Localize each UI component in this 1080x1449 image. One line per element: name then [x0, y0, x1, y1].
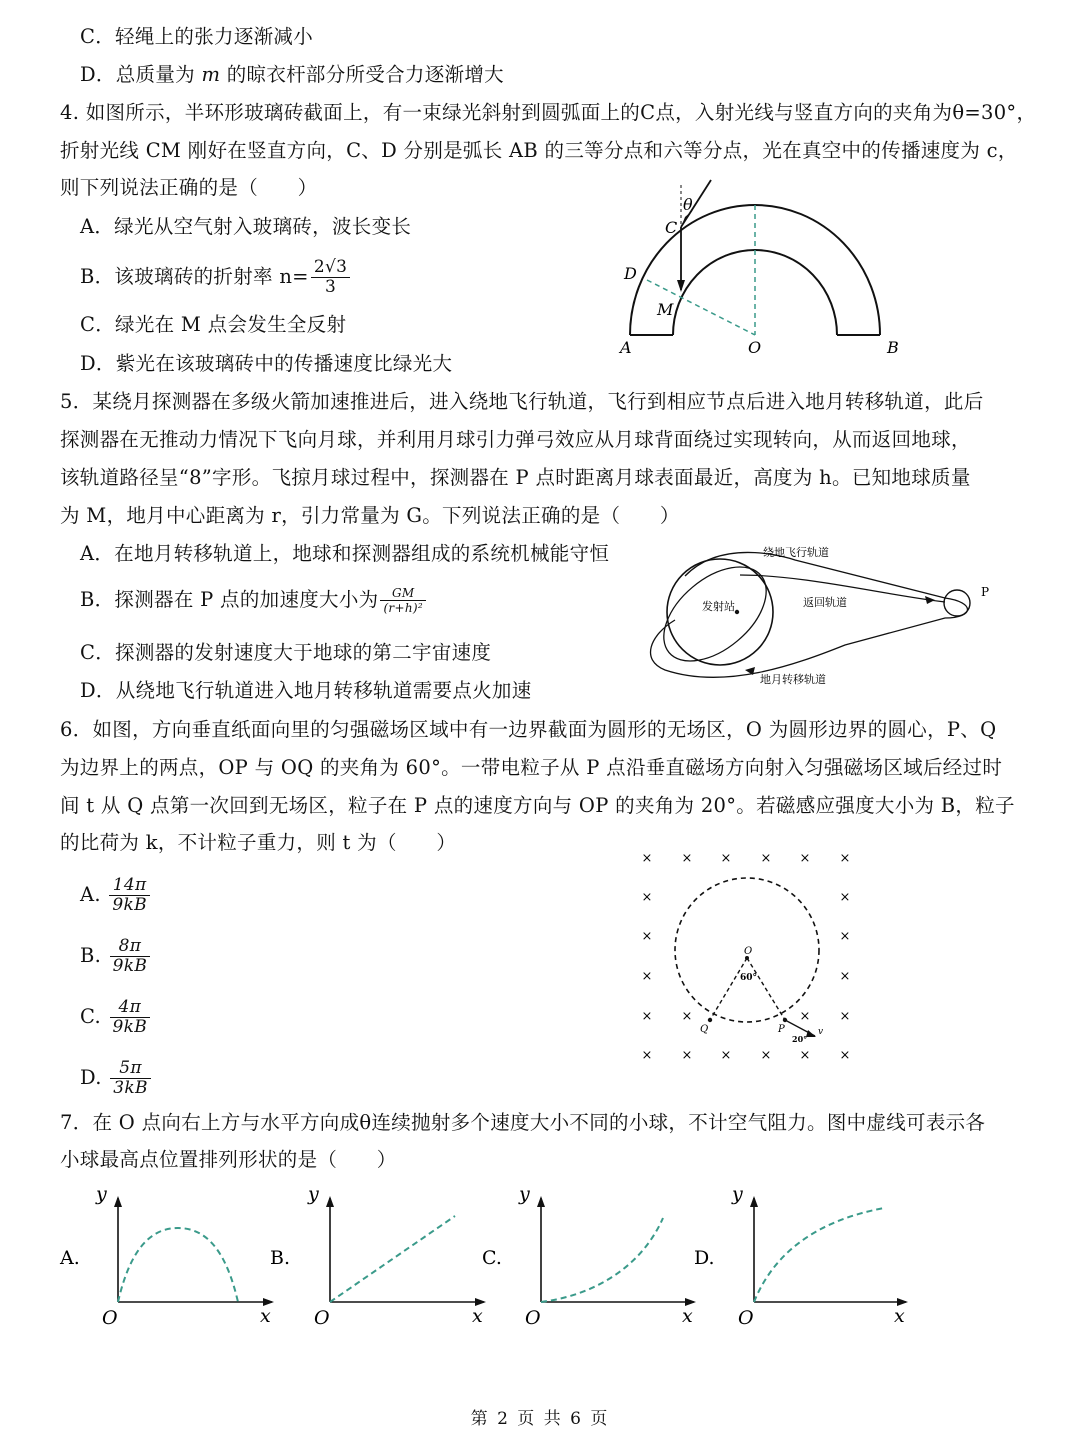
field-cross: ×: [760, 851, 772, 866]
q4-option-c: C．绿光在 M 点会发生全反射: [80, 313, 347, 336]
q4-fig-m: M: [657, 300, 674, 319]
q6-option-d-label: D.: [80, 1066, 102, 1089]
q6-fig-angle60: 60°: [740, 973, 758, 983]
field-cross: ×: [839, 851, 851, 866]
q4-option-b-num: 2√3: [311, 258, 350, 278]
q4-stem-line3: 则下列说法正确的是（ ）: [60, 176, 318, 199]
field-cross: ×: [641, 1009, 653, 1024]
q6-option-a-num: 14π: [109, 876, 150, 896]
q5-fig-earth-orbit: 绕地飞行轨道: [763, 546, 829, 559]
q3-option-d-post: 的晾衣杆部分所受合力逐渐增大: [220, 63, 504, 86]
x-axis-label: x: [682, 1305, 693, 1327]
q7-option-label: C.: [482, 1247, 502, 1269]
field-cross: ×: [839, 890, 851, 905]
field-cross: ×: [641, 890, 653, 905]
q5-stem-line2: 探测器在无推动力情况下飞向月球，并利用月球引力弹弓效应从月球背面绕过实现转向，从而返回地球，: [60, 428, 971, 451]
q6-stem-line4: 的比荷为 k，不计粒子重力，则 t 为（ ）: [60, 831, 457, 854]
q6-fig-p: P: [778, 1024, 785, 1035]
q7-graph-d: [694, 1183, 908, 1329]
field-cross: ×: [839, 1048, 851, 1063]
q7-graph-a: [59, 1183, 274, 1329]
field-cross: ×: [839, 969, 851, 984]
x-axis-label: x: [260, 1305, 271, 1327]
q5-stem-line3: 该轨道路径呈“8”字形。飞掠月球过程中，探测器在 P 点时距离月球表面最近，高度为 h。已知地球质量: [60, 466, 971, 489]
field-cross: ×: [681, 1048, 693, 1063]
q7-option-label: B.: [270, 1247, 291, 1269]
q6-option-c-label: C.: [80, 1005, 102, 1028]
page-footer: 第 2 页 共 6 页: [470, 1409, 610, 1429]
q5-fig-p: P: [981, 585, 990, 599]
field-cross: ×: [799, 851, 811, 866]
field-cross: ×: [720, 851, 732, 866]
q4-fig-theta: θ: [683, 195, 693, 214]
origin-label: O: [314, 1307, 330, 1329]
q5-fig-transfer-orbit: 地月转移轨道: [760, 673, 826, 686]
q7-graph-c: [482, 1183, 696, 1329]
q6-option-c-den: 9kB: [112, 1017, 148, 1037]
field-cross: ×: [839, 929, 851, 944]
q6-fig-v: v: [818, 1027, 824, 1037]
q4-fig-o: O: [748, 338, 762, 357]
field-cross: ×: [641, 969, 653, 984]
q6-option-a-label: A.: [80, 883, 101, 906]
field-cross: ×: [641, 1048, 653, 1063]
field-cross: ×: [641, 929, 653, 944]
q6-option-c-num: 4π: [110, 998, 151, 1018]
q6-stem-line2: 为边界上的两点，OP 与 OQ 的夹角为 60°。一带电粒子从 P 点沿垂直磁场方向射入匀强磁场区域后经过时: [60, 756, 1003, 779]
field-cross: ×: [641, 851, 653, 866]
y-axis-label: y: [96, 1183, 107, 1205]
q4-option-d: D．紫光在该玻璃砖中的传播速度比绿光大: [80, 352, 453, 375]
q5-option-d: D．从绕地飞行轨道进入地月转移轨道需要点火加速: [80, 679, 532, 702]
y-axis-label: y: [732, 1183, 743, 1205]
q4-stem-line1: 4. 如图所示，半环形玻璃砖截面上，有一束绿光斜射到圆弧面上的C点，入射光线与竖直方向的夹角为θ=30°，: [60, 101, 1037, 124]
field-cross: ×: [760, 1048, 772, 1063]
y-axis-label: y: [308, 1183, 319, 1205]
x-axis-label: x: [472, 1305, 483, 1327]
y-axis-arrow: [537, 1196, 545, 1207]
q4-option-b-pre: B．该玻璃砖的折射率 n=: [80, 265, 309, 288]
y-axis-label: y: [519, 1183, 530, 1205]
q5-option-a: A．在地月转移轨道上，地球和探测器组成的系统机械能守恒: [80, 542, 610, 565]
q6-stem-line3: 间 t 从 Q 点第一次回到无场区，粒子在 P 点的速度方向与 OP 的夹角为 20°。若磁感应强度大小为 B，粒子: [60, 794, 1015, 817]
q5-option-b-den: (r+h)²: [383, 601, 423, 615]
field-cross: ×: [839, 1009, 851, 1024]
q5-stem-line4: 为 M，地月中心距离为 r，引力常量为 G。下列说法正确的是（ ）: [60, 504, 680, 527]
field-cross: ×: [799, 1009, 811, 1024]
y-axis-arrow: [114, 1196, 122, 1207]
q6-option-a-den: 9kB: [112, 895, 147, 915]
q5-fig-return-orbit: 返回轨道: [803, 596, 847, 609]
origin-label: O: [525, 1307, 541, 1329]
q5-fig-station: 发射站: [702, 600, 735, 613]
q7-option-label: D.: [694, 1247, 715, 1269]
q5-option-b-pre: B．探测器在 P 点的加速度大小为: [80, 588, 379, 611]
q6-stem-line1: 6．如图，方向垂直纸面向里的匀强磁场区域中有一边界截面为圆形的无场区，O 为圆形边界的圆心，P、Q: [60, 718, 997, 741]
q6-option-b-label: B.: [80, 944, 102, 967]
q4-fig-b: B: [887, 338, 899, 357]
q7-curve: [541, 1218, 663, 1302]
q3-option-d-var: m: [201, 63, 221, 86]
q4-option-b-den: 3: [324, 277, 337, 297]
y-axis-arrow: [326, 1196, 334, 1207]
field-cross: ×: [681, 851, 693, 866]
x-axis-label: x: [894, 1305, 905, 1327]
q3-option-d-pre: D．总质量为: [80, 63, 202, 86]
q6-option-b-num: 8π: [110, 937, 151, 957]
q6-fig-o: O: [744, 946, 753, 957]
q5-option-b-num: GM: [380, 586, 426, 601]
y-axis-arrow: [750, 1196, 758, 1207]
q7-option-label: A.: [60, 1247, 80, 1269]
q6-option-b-den: 9kB: [112, 956, 148, 976]
q4-fig-d: D: [624, 264, 637, 283]
q4-fig-c: C: [665, 218, 678, 237]
q6-option-d-den: 3kB: [113, 1078, 148, 1098]
q4-stem-line2: 折射光线 CM 刚好在竖直方向，C、D 分别是弧长 AB 的三等分点和六等分点，光在真空中的传播速度为 c，: [60, 139, 1018, 162]
origin-label: O: [738, 1307, 754, 1329]
origin-label: O: [102, 1307, 118, 1329]
field-cross: ×: [720, 1048, 732, 1063]
q7-stem-line1: 7．在 O 点向右上方与水平方向成θ连续抛射多个速度大小不同的小球，不计空气阻力。图中虚线可表示各: [60, 1111, 986, 1134]
q7-stem-line2: 小球最高点位置排列形状的是（ ）: [60, 1148, 397, 1171]
q3-option-c: C．轻绳上的张力逐渐减小: [80, 25, 314, 48]
q6-option-d-num: 5π: [110, 1059, 151, 1079]
q7-graph-b: [270, 1183, 486, 1329]
q7-curve: [754, 1208, 884, 1302]
q6-fig-angle20: 20°: [792, 1034, 808, 1044]
field-cross: ×: [799, 1048, 811, 1063]
q4-fig-a: A: [620, 338, 632, 357]
field-cross: ×: [681, 1009, 693, 1024]
q7-curve: [330, 1216, 455, 1302]
q5-option-c: C．探测器的发射速度大于地球的第二宇宙速度: [80, 641, 492, 664]
q7-curve: [118, 1228, 238, 1302]
q6-fig-q: Q: [700, 1024, 709, 1035]
q4-option-a: A．绿光从空气射入玻璃砖，波长变长: [80, 215, 412, 238]
q5-stem-line1: 5．某绕月探测器在多级火箭加速推进后，进入绕地飞行轨道，飞行到相应节点后进入地月转移轨道，此后: [60, 390, 984, 413]
